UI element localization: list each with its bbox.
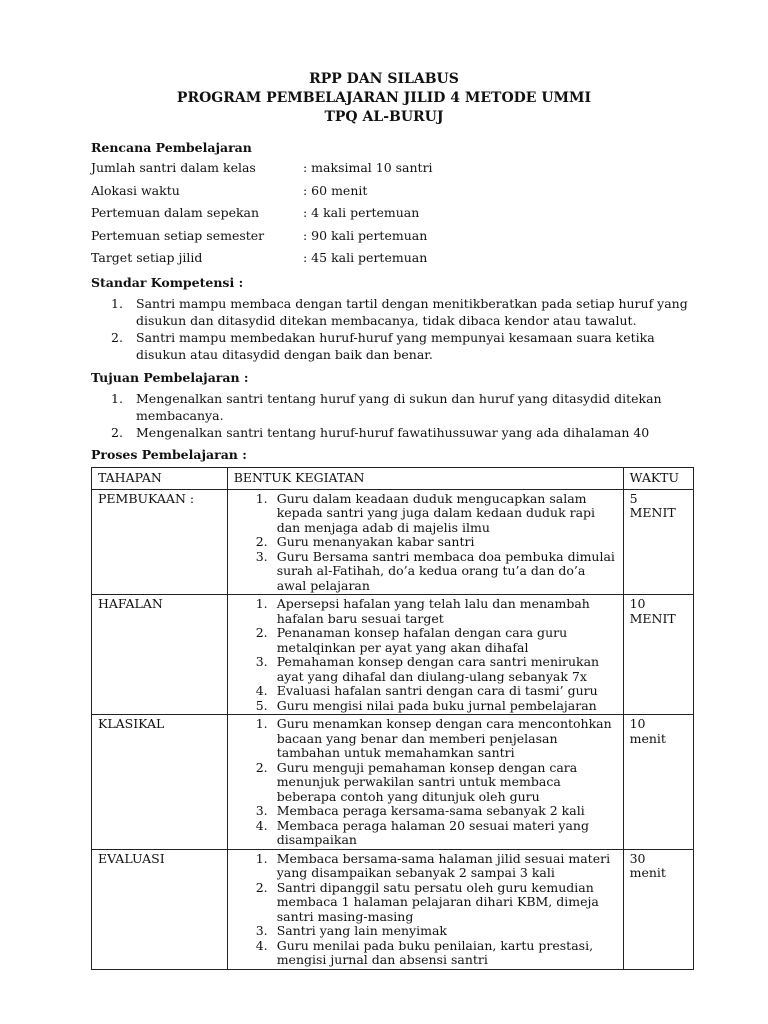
activity-text: Guru menilai pada buku penilaian, kartu prestasi, mengisi jurnal dan absensi santri [276, 937, 594, 967]
activity-number: 2. [255, 625, 268, 640]
list-item [108, 296, 688, 329]
table-row [92, 595, 694, 715]
activity-list [234, 492, 617, 594]
activity-item [234, 881, 617, 925]
waktu-cell [623, 715, 693, 850]
activity-text: Penanaman konsep hafalan dengan cara guru metalqinkan per ayat yang akan dihafal [276, 625, 568, 655]
list-number: 1. [111, 391, 123, 406]
table-header-row [92, 468, 694, 490]
info-value: : maksimal 10 santri [303, 160, 433, 175]
activity-text: Guru menanyakan kabar santri [276, 534, 475, 549]
activity-item [234, 655, 617, 684]
list-item [108, 425, 688, 442]
column-header-kegiatan: BENTUK KEGIATAN [227, 468, 623, 490]
activity-text: Santri dipanggil satu persatu oleh guru kemudian membaca 1 halaman pelajaran dihari KBM, dimeja santri masing-masing [276, 879, 599, 924]
info-label: Jumlah santri dalam kelas [91, 160, 256, 175]
waktu-number: 10 [629, 596, 646, 611]
rencana-heading: Rencana Pembelajaran [91, 140, 252, 155]
waktu-unit: MENIT [629, 505, 676, 520]
waktu-cell [623, 849, 693, 969]
list-number: 1. [111, 296, 123, 311]
activity-number: 4. [255, 683, 268, 698]
list-text: Santri mampu membedakan huruf-huruf yang mempunyai kesamaan suara ketika disukun atau ditasydid dengan baik dan benar. [136, 330, 655, 362]
document-title-block [0, 70, 768, 127]
waktu-cell [623, 595, 693, 715]
activity-number: 3. [255, 548, 268, 564]
tujuan-heading: Tujuan Pembelajaran : [91, 370, 249, 385]
activity-item [234, 699, 617, 714]
activity-item [234, 597, 617, 626]
table-row [92, 849, 694, 969]
kegiatan-cell [227, 849, 623, 969]
info-label: Pertemuan setiap semester [91, 227, 265, 243]
proses-heading: Proses Pembelajaran : [91, 447, 247, 462]
kegiatan-cell [227, 595, 623, 715]
column-header-waktu: WAKTU [623, 468, 693, 490]
list-text: Mengenalkan santri tentang huruf-huruf fawatihussuwar yang ada dihalaman 40 [136, 425, 650, 440]
activity-text: Pemahaman konsep dengan cara santri menirukan ayat yang dihafal dan diulang-ulang sebanyak 7x [276, 654, 600, 684]
waktu-unit: menit [629, 730, 666, 746]
list-item [108, 330, 688, 363]
activity-text: Santri yang lain menyimak [276, 923, 447, 938]
activity-number: 2. [255, 879, 268, 895]
waktu-unit: MENIT [629, 610, 676, 626]
info-label: Alokasi waktu [91, 182, 180, 198]
kegiatan-cell [227, 715, 623, 850]
activity-text: Membaca peraga halaman 20 sesuai materi yang disampaikan [276, 817, 589, 847]
title-line-1: RPP DAN SILABUS [309, 71, 459, 87]
list-text: Mengenalkan santri tentang huruf yang di sukun dan huruf yang ditasydid ditekan membacanya. [136, 391, 662, 423]
activity-item [234, 939, 617, 968]
activity-item [234, 717, 617, 761]
activity-number: 1. [255, 716, 268, 731]
activity-number: 1. [255, 850, 268, 866]
info-value: : 60 menit [303, 182, 368, 198]
tujuan-list [108, 391, 688, 443]
activity-list [234, 852, 617, 968]
waktu-unit: menit [629, 865, 666, 880]
standar-heading: Standar Kompetensi : [91, 275, 244, 290]
activity-text: Guru Bersama santri membaca doa pembuka dimulai surah al-Fatihah, do’a kedua orang tu’a dan do’a awal pelajaran [276, 548, 615, 593]
waktu-number: 5 [629, 490, 638, 506]
activity-text: Apersepsi hafalan yang telah lalu dan menambah hafalan baru sesuai target [276, 596, 590, 626]
activity-number: 4. [255, 937, 268, 953]
activity-item [234, 535, 617, 550]
activity-number: 2. [255, 534, 268, 549]
info-label: Target setiap jilid [91, 250, 203, 265]
activity-number: 4. [255, 817, 268, 833]
list-item [108, 391, 688, 424]
activity-item [234, 924, 617, 939]
standar-list [108, 296, 688, 364]
activity-list [234, 717, 617, 848]
activity-item [234, 819, 617, 848]
list-number: 2. [111, 330, 123, 345]
tahapan-cell: EVALUASI [92, 849, 228, 969]
proses-table [91, 467, 694, 970]
table-row [92, 489, 694, 595]
activity-item [234, 492, 617, 536]
activity-item [234, 550, 617, 594]
table-row [92, 715, 694, 850]
activity-text: Membaca peraga kersama-sama sebanyak 2 kali [276, 803, 585, 818]
activity-item [234, 761, 617, 805]
activity-text: Evaluasi hafalan santri dengan cara di tasmi’ guru [276, 683, 598, 698]
activity-number: 1. [255, 596, 268, 611]
activity-item [234, 852, 617, 881]
activity-text: Guru dalam keadaan duduk mengucapkan salam kepada santri yang juga dalam kedaan duduk rapi dan menjaga adab di majelis ilmu [276, 490, 596, 535]
kegiatan-cell [227, 489, 623, 595]
activity-number: 1. [255, 490, 268, 506]
activity-text: Guru mengisi nilai pada buku jurnal pembelajaran [276, 697, 597, 713]
column-header-tahapan: TAHAPAN [92, 468, 228, 490]
tahapan-cell: PEMBUKAAN : [92, 489, 228, 595]
activity-text: Guru menamkan konsep dengan cara mencontohkan bacaan yang benar dan memberi penjelasan tambahan untuk memahamkan santri [276, 716, 612, 760]
activity-number: 3. [255, 654, 268, 669]
activity-number: 2. [255, 759, 268, 775]
list-text: Santri mampu membaca dengan tartil dengan menitikberatkan pada setiap huruf yang disukun dan ditasydid ditekan membacanya, tidak dibaca kendor atau tawalut. [136, 296, 688, 328]
info-value: : 90 kali pertemuan [303, 227, 428, 243]
activity-number: 3. [255, 923, 268, 938]
info-value: : 45 kali pertemuan [303, 250, 428, 265]
title-line-3: TPQ AL-BURUJ [324, 109, 444, 125]
tahapan-cell: HAFALAN [92, 595, 228, 715]
list-number: 2. [111, 425, 123, 440]
waktu-number: 30 [629, 850, 646, 866]
waktu-number: 10 [629, 716, 646, 731]
activity-number: 5. [255, 697, 268, 713]
info-label: Pertemuan dalam sepekan [91, 205, 260, 220]
activity-text: Membaca bersama-sama halaman jilid sesuai materi yang disampaikan sebanyak 2 sampai 3 kali [276, 850, 611, 880]
tahapan-cell: KLASIKAL [92, 715, 228, 850]
activity-number: 3. [255, 803, 268, 818]
activity-list [234, 597, 617, 713]
activity-text: Guru menguji pemahaman konsep dengan cara menunjuk perwakilan santri untuk membaca beberapa contoh yang ditunjuk oleh guru [276, 759, 578, 804]
activity-item [234, 804, 617, 819]
title-line-2: PROGRAM PEMBELAJARAN JILID 4 METODE UMMI [176, 90, 592, 106]
activity-item [234, 684, 617, 699]
activity-item [234, 626, 617, 655]
info-value: : 4 kali pertemuan [303, 205, 420, 220]
waktu-cell [623, 489, 693, 595]
